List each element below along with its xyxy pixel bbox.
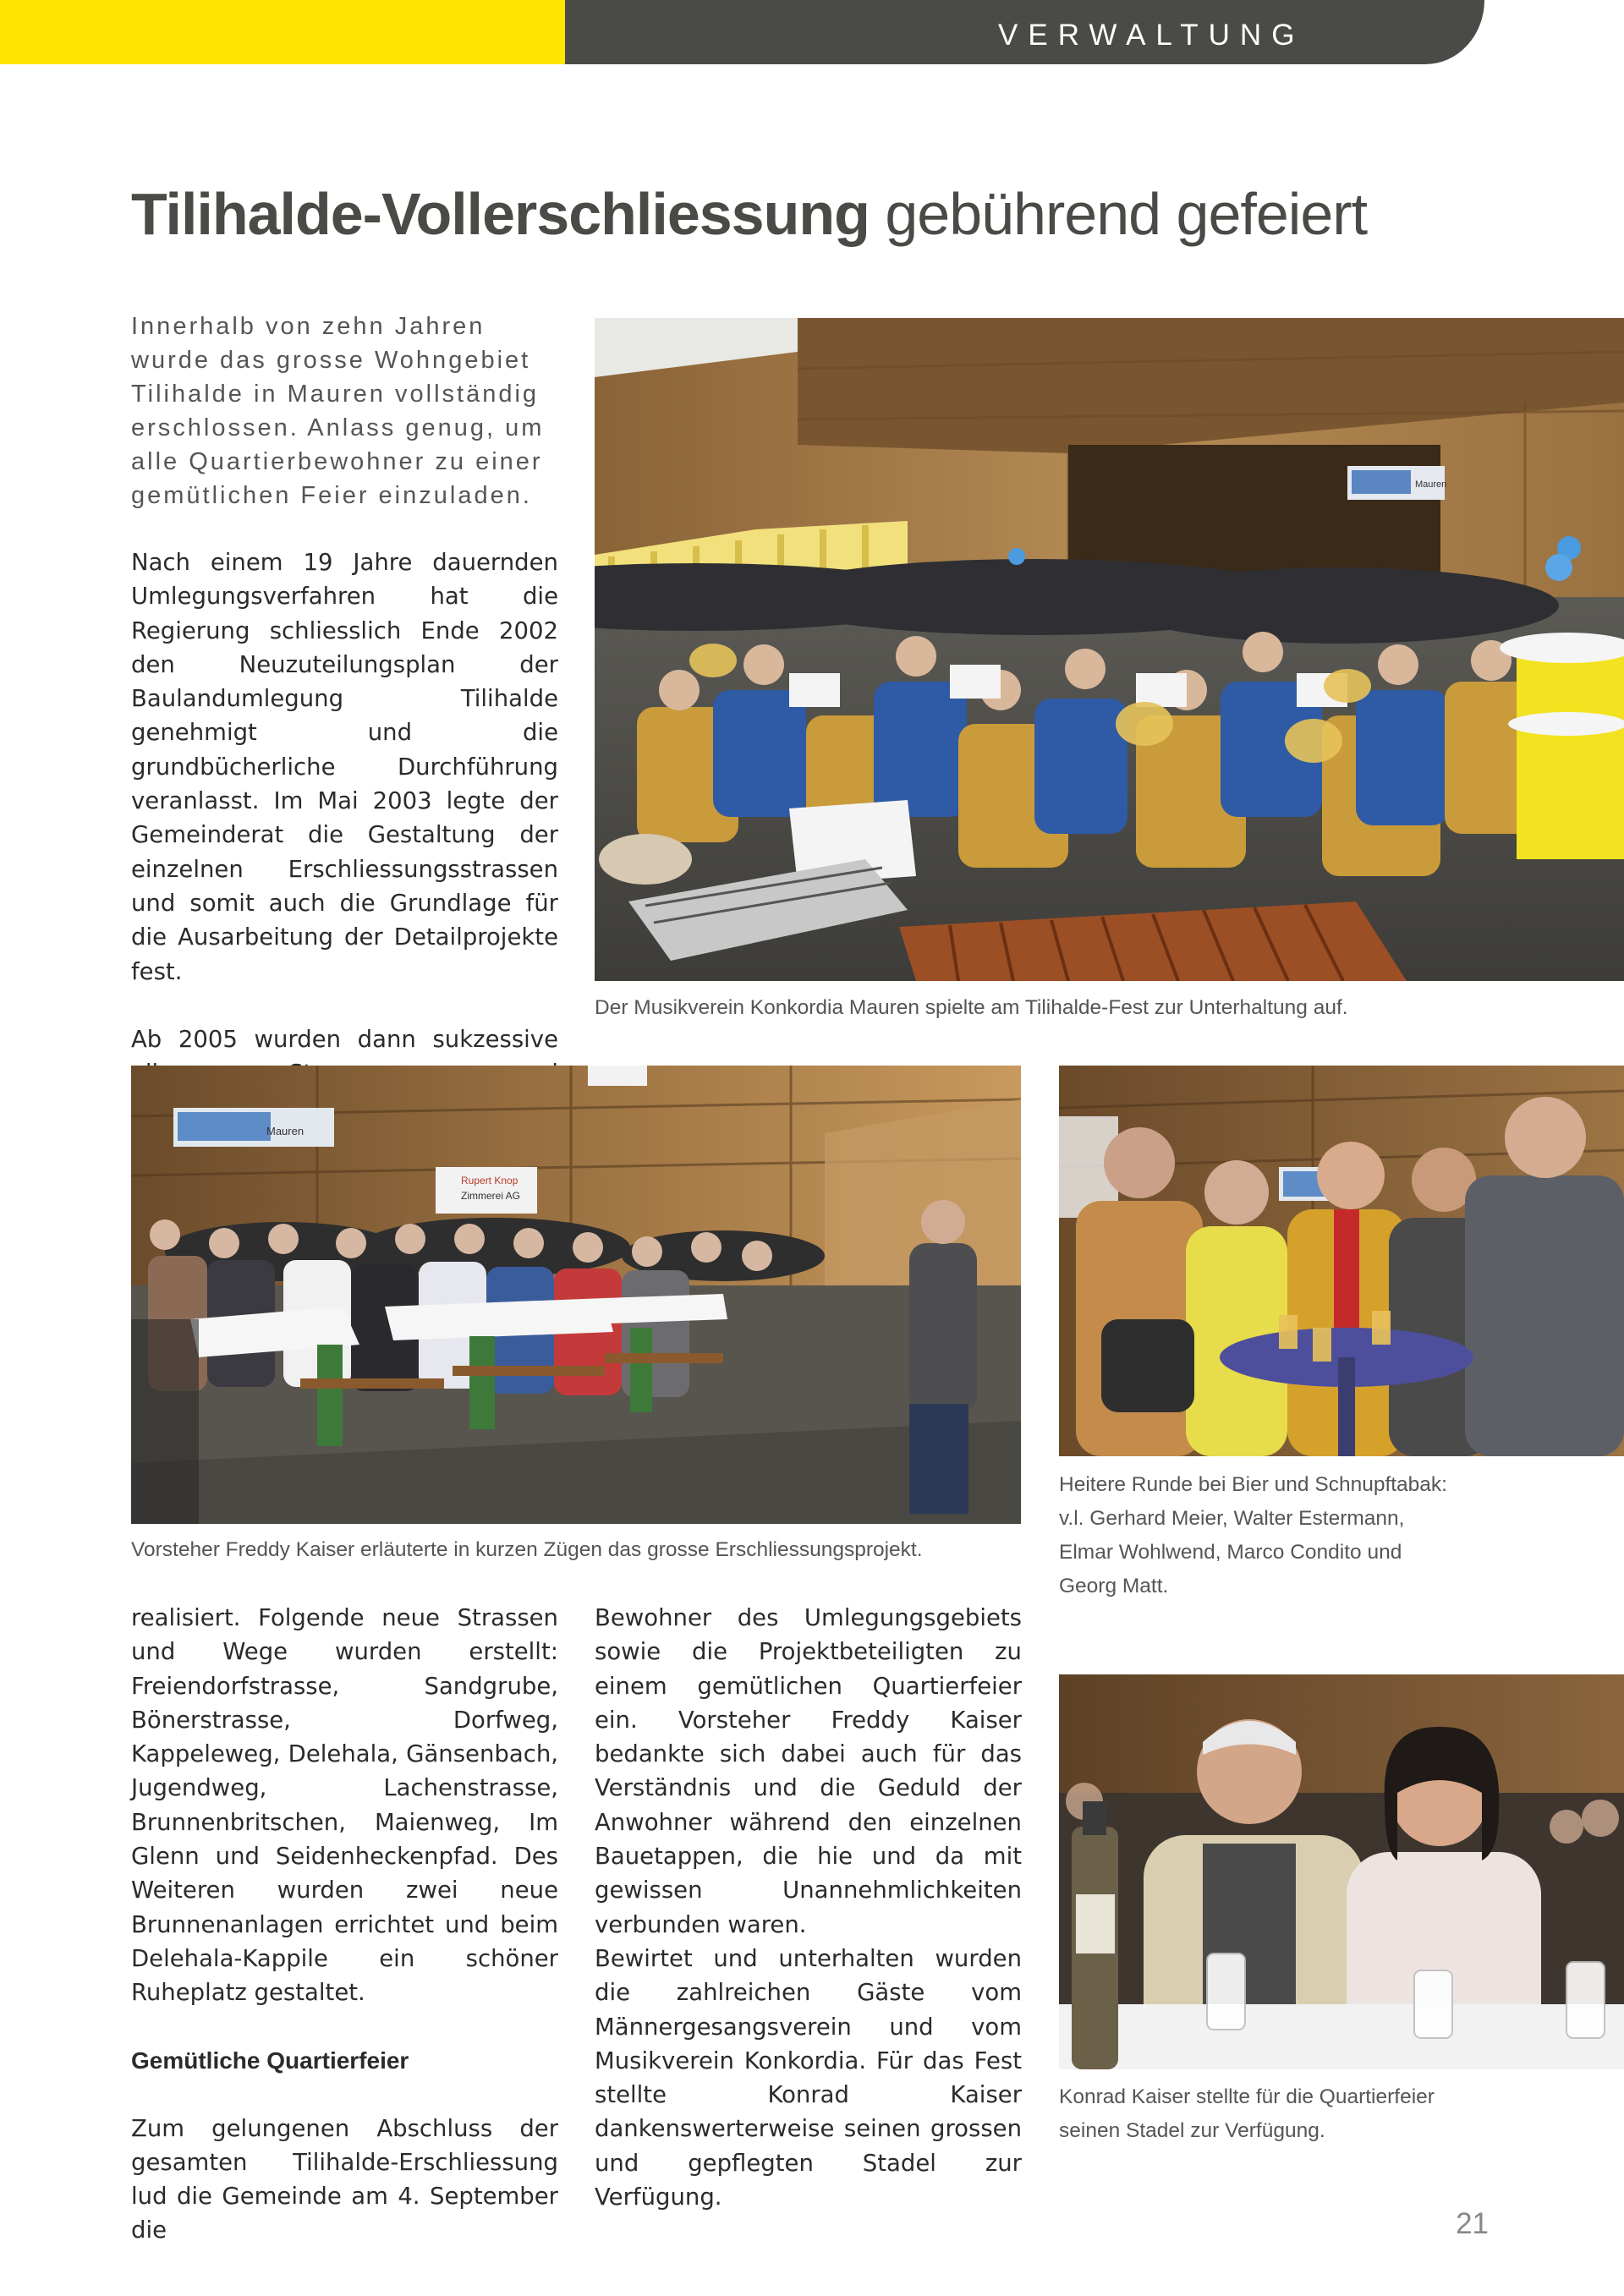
group-photo-caption [1059,1468,1624,1603]
group-caption-line-3: Elmar Wohlwend, Marco Condito und [1059,1541,1402,1564]
title-bold: Tilihalde-Vollerschliessung [131,181,870,247]
band-photo-illustration [595,318,1624,981]
band-photo [595,318,1624,981]
band-photo-caption: Der Musikverein Konkordia Mauren spielte am Tilihalde-Fest zur Unterhaltung auf. [595,996,1348,1019]
body-column-lower-middle [595,1601,1022,2214]
title-light: gebührend gefeiert [869,181,1368,247]
paragraph-6: Bewirtet und unterhalten wurden die zahlreichen Gäste vom Männergesangsverein und vom Musikverein Konkordia. Für das Fest stellte Konrad Kaiser dankenswerterweise seinen grossen und gepflegten Stadel zur Verfügung. [595,1944,1022,2211]
article-title [131,178,1569,250]
couple-caption-line-1: Konrad Kaiser stellte für die Quartierfeier [1059,2085,1435,2108]
header-yellow-bar [0,0,565,64]
speech-photo-caption: Vorsteher Freddy Kaiser erläuterte in kurzen Zügen das grosse Erschliessungsprojekt. [131,1538,923,1561]
couple-photo-caption [1059,2080,1624,2148]
couple-photo [1059,1674,1624,2069]
couple-photo-illustration [1059,1674,1624,2069]
paragraph-3: realisiert. Folgende neue Strassen und Wege wurden erstellt: Freiendorfstrasse, Sandgrube, Bönerstrasse, Dorfweg, Kappeleweg, Delehala, Gänsenbach, Jugendweg, Lachenstrasse, Brunnenbritschen, Maienweg, Im Glenn und Seidenheckenpfad. Des Weiteren wurden zwei neue Brunnenanlagen errichtet und beim Delehala-Kappile ein schöner Ruheplatz gestaltet. [131,1604,558,2007]
group-photo-illustration [1059,1066,1624,1456]
group-caption-line-2: v.l. Gerhard Meier, Walter Estermann, [1059,1507,1405,1530]
page-number: 21 [1456,2207,1489,2240]
group-caption-line-4: Georg Matt. [1059,1575,1169,1597]
paragraph-1: Nach einem 19 Jahre dauernden Umlegungsverfahren hat die Regierung schliesslich Ende 2002 den Neuzuteilungsplan der Baulandumlegung Tilihalde genehmigt und die grundbücherliche Durchführung veranlasst. Im Mai 2003 legte der Gemeinderat die Gestaltung der einzelnen Erschliessungsstrassen und somit auch die Grundlage für die Ausarbeitung der Detailprojekte fest. [131,549,558,985]
speech-sign-company-sub: Zimmerei AG [461,1190,521,1202]
paragraph-2: Ab 2005 wurden dann sukzessive [131,1025,558,1053]
paragraph-4: Zum gelungenen Abschluss der gesamten Tilihalde-Erschliessung lud die Gemeinde am 4. September die [131,2114,558,2244]
group-caption-line-1: Heitere Runde bei Bier und Schnupftabak: [1059,1473,1447,1496]
section-label: VERWALTUNG [998,19,1305,52]
paragraph-5: Bewohner des Umlegungsgebiets sowie die Projektbeteiligten zu einem gemütlichen Quartierfeier ein. Vorsteher Freddy Kaiser bedankte sich dabei auch für das Verständnis und die Geduld der Anwohner während den einzelnen Bauetappen, die hie und da mit gewissen Unannehmlichkeiten verbunden waren. [595,1604,1022,1938]
speech-photo-illustration [131,1066,1021,1524]
group-photo [1059,1066,1624,1456]
band-sign-text: Mauren [1415,479,1447,490]
speech-sign-mauren: Mauren [266,1125,304,1137]
speech-photo [131,1066,1021,1524]
speech-sign-company: Rupert Knop [461,1175,518,1186]
couple-caption-line-2: seinen Stadel zur Verfügung. [1059,2119,1325,2142]
body-column-lower-left [131,1601,558,2248]
article-lead: Innerhalb von zehn Jahren wurde das grosse Wohngebiet Tilihalde in Mauren vollständig erschlossen. Anlass genug, um alle Quartierbewohner zu einer gemütlichen Feier einzuladen. [131,313,545,509]
subheading: Gemütliche Quartierfeier [131,2047,409,2074]
